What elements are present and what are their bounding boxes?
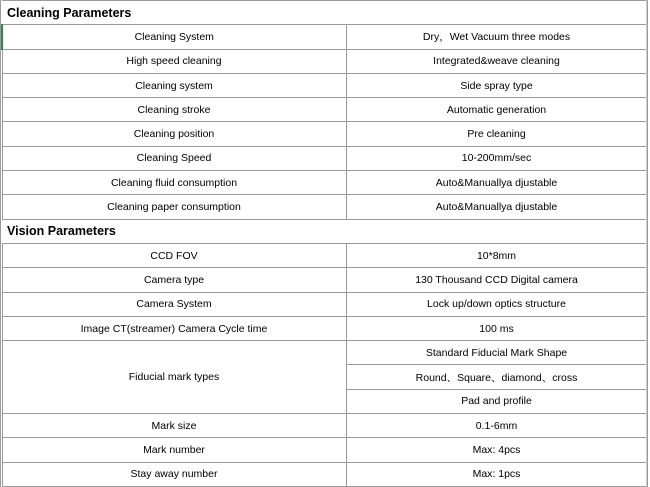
param-label[interactable]: Cleaning system — [2, 73, 346, 97]
table-row — [2, 462, 647, 486]
param-value[interactable]: 10-200mm/sec — [346, 146, 647, 170]
param-value[interactable]: Automatic generation — [346, 98, 647, 122]
table-row — [2, 268, 647, 292]
param-label[interactable]: Cleaning position — [2, 122, 346, 146]
param-value[interactable]: 130 Thousand CCD Digital camera — [346, 268, 647, 292]
param-value[interactable]: Max: 4pcs — [346, 438, 647, 462]
param-label-fiducial[interactable]: Fiducial mark types — [2, 341, 346, 414]
param-value[interactable]: Integrated&weave cleaning — [346, 49, 647, 73]
table-row — [2, 73, 647, 97]
table-row — [2, 98, 647, 122]
param-label[interactable]: Mark size — [2, 414, 346, 438]
param-value[interactable]: Side spray type — [346, 73, 647, 97]
param-value[interactable]: Max: 1pcs — [346, 462, 647, 486]
section-title: Vision Parameters — [2, 219, 647, 243]
param-label[interactable]: Cleaning System — [2, 25, 346, 49]
param-label[interactable]: Stay away number — [2, 462, 346, 486]
param-label[interactable]: CCD FOV — [2, 243, 346, 267]
param-value[interactable]: Auto&Manuallya djustable — [346, 171, 647, 195]
table-row — [2, 25, 647, 49]
param-label[interactable]: Mark number — [2, 438, 346, 462]
param-label[interactable]: Camera System — [2, 292, 346, 316]
table-row — [2, 438, 647, 462]
table-row — [2, 414, 647, 438]
param-label[interactable]: Camera type — [2, 268, 346, 292]
param-value[interactable]: Pre cleaning — [346, 122, 647, 146]
param-value[interactable]: Dry，Wet Vacuum three modes — [346, 25, 647, 49]
section-title: Cleaning Parameters — [2, 1, 647, 25]
param-value[interactable]: Pad and profile — [346, 389, 647, 413]
param-label[interactable]: Image CT(streamer) Camera Cycle time — [2, 316, 346, 340]
param-value[interactable]: Auto&Manuallya djustable — [346, 195, 647, 219]
section-header-vision — [2, 219, 647, 243]
param-value[interactable]: Round、Square、diamond、cross — [346, 365, 647, 389]
table-row — [2, 146, 647, 170]
table-row — [2, 292, 647, 316]
table-row — [2, 195, 647, 219]
param-label[interactable]: Cleaning fluid consumption — [2, 171, 346, 195]
param-label[interactable]: Cleaning paper consumption — [2, 195, 346, 219]
sheet-right-border — [646, 0, 647, 487]
param-value[interactable]: 0.1-6mm — [346, 414, 647, 438]
table-row — [2, 122, 647, 146]
param-label[interactable]: Cleaning Speed — [2, 146, 346, 170]
table-row — [2, 49, 647, 73]
param-value[interactable]: Lock up/down optics structure — [346, 292, 647, 316]
param-label[interactable]: Cleaning stroke — [2, 98, 346, 122]
param-value[interactable]: 10*8mm — [346, 243, 647, 267]
table-row — [2, 316, 647, 340]
table-row — [2, 341, 647, 365]
table-row — [2, 243, 647, 267]
section-header-cleaning — [2, 1, 647, 25]
table-row — [2, 171, 647, 195]
parameters-table — [1, 0, 648, 487]
param-label[interactable]: High speed cleaning — [2, 49, 346, 73]
param-value[interactable]: 100 ms — [346, 316, 647, 340]
param-value[interactable]: Standard Fiducial Mark Shape — [346, 341, 647, 365]
